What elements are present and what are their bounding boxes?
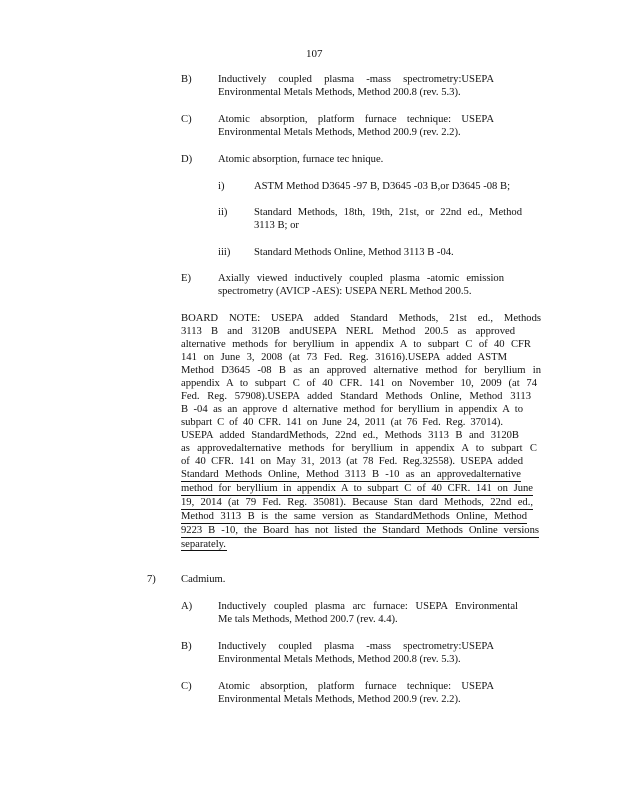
cadmium-item-a-text xyxy=(218,600,518,626)
cadmium-item-c-line-1: Atomic absorption, platform furnace technique: USEPA xyxy=(218,681,494,692)
board-note-last-text: separately. xyxy=(181,539,226,550)
board-note-underlined-line: method for beryllium in appendix A to subpart C of 40 CFR. 141 on June xyxy=(181,483,533,494)
item-b-line-1: Inductively coupled plasma -mass spectrometry:USEPA xyxy=(218,74,494,85)
board-note-line: alternative methods for beryllium in appendix A to subpart C of 40 CFR xyxy=(181,339,531,350)
cadmium-item-b-line-2: Environmental Metals Methods, Method 200.8 (rev. 5.3). xyxy=(218,654,461,665)
cadmium-item-b-label: B) xyxy=(181,641,192,652)
page-number: 107 xyxy=(306,48,323,60)
board-note-line: B -04 as an approve d alternative method for beryllium in appendix A to xyxy=(181,404,523,415)
board-note-underlined-line: 9223 B -10, the Board has not listed the Standard Methods Online versions xyxy=(181,525,539,536)
board-note-line: BOARD NOTE: USEPA added Standard Methods, 21st ed., Methods xyxy=(181,313,541,324)
item-e-line-2: spectrometry (AVICP -AES): USEPA NERL Method 200.5. xyxy=(218,286,472,297)
item-7-label: 7) xyxy=(147,574,156,585)
sub-item-iii-label: iii) xyxy=(218,247,231,258)
board-note-underlined-line: 19, 2014 (at 79 Fed. Reg. 35081). Because Stan dard Methods, 22nd ed., xyxy=(181,497,533,508)
item-b-line-2: Environmental Metals Methods, Method 200.8 (rev. 5.3). xyxy=(218,87,461,98)
item-b-label: B) xyxy=(181,74,192,85)
board-note xyxy=(181,312,541,551)
board-note-line: appendix A to subpart C of 40 CFR. 141 on November 10, 2009 (at 74 xyxy=(181,378,537,389)
cadmium-item-a-label: A) xyxy=(181,601,193,612)
sub-item-ii-line-2: 3113 B; or xyxy=(254,220,299,231)
board-note-line: 3113 B and 3120B andUSEPA NERL Method 200.5 as approved xyxy=(181,326,515,337)
cadmium-item-a-line-1: Inductively coupled plasma arc furnace: USEPA Environmental xyxy=(218,601,518,612)
sub-item-i-line-1: ASTM Method D3645 -97 B, D3645 -03 B,or D3645 -08 B; xyxy=(254,181,511,192)
board-note-line: as approvedalternative methods for beryllium in appendix A to subpart C xyxy=(181,443,537,454)
item-d-line-1: Atomic absorption, furnace tec hnique. xyxy=(218,154,384,165)
sub-item-ii-line-1: Standard Methods, 18th, 19th, 21st, or 22nd ed., Method xyxy=(254,207,522,218)
item-d-text xyxy=(218,153,498,166)
cadmium-item-b-text xyxy=(218,640,494,666)
sub-item-iii-line-1: Standard Methods Online, Method 3113 B -04. xyxy=(254,247,454,258)
cadmium-item-c-line-2: Environmental Metals Methods, Method 200.9 (rev. 2.2). xyxy=(218,694,461,705)
board-note-line: of 40 CFR. 141 on May 31, 2013 (at 78 Fed. Reg.32558). USEPA added xyxy=(181,456,523,467)
item-c-line-1: Atomic absorption, platform furnace technique: USEPA xyxy=(218,114,494,125)
cadmium-item-c-text xyxy=(218,680,494,706)
item-d-label: D) xyxy=(181,154,193,165)
board-note-underlined-line: Standard Methods Online, Method 3113 B -10 as an approvedalternative xyxy=(181,469,521,480)
sub-item-i-label: i) xyxy=(218,181,225,192)
item-e-text xyxy=(218,272,504,298)
item-e-line-1: Axially viewed inductively coupled plasma -atomic emission xyxy=(218,273,504,284)
item-c-label: C) xyxy=(181,114,192,125)
cadmium-item-b-line-1: Inductively coupled plasma -mass spectrometry:USEPA xyxy=(218,641,494,652)
board-note-line: Method D3645 -08 B as an approved alternative method for beryllium in xyxy=(181,365,541,376)
item-7-text: Cadmium. xyxy=(181,574,226,585)
item-b-text xyxy=(218,73,494,99)
sub-item-ii-label: ii) xyxy=(218,207,228,218)
board-note-line: Fed. Reg. 57908).USEPA added Standard Methods Online, Method 3113 xyxy=(181,391,531,402)
cadmium-item-a-line-2: Me tals Methods, Method 200.7 (rev. 4.4). xyxy=(218,614,398,625)
sub-item-ii-text xyxy=(254,206,522,232)
cadmium-item-c-label: C) xyxy=(181,681,192,692)
board-note-underlined-line: Method 3113 B is the same version as StandardMethods Online, Method xyxy=(181,511,527,522)
sub-item-iii-text xyxy=(254,246,514,259)
board-note-line: subpart C of 40 CFR. 141 on June 24, 2011 (at 76 Fed. Reg. 37014). xyxy=(181,417,503,428)
board-note-line: USEPA added StandardMethods, 22nd ed., Methods 3113 B and 3120B xyxy=(181,430,519,441)
item-c-line-2: Environmental Metals Methods, Method 200.9 (rev. 2.2). xyxy=(218,127,461,138)
board-note-last-line xyxy=(181,538,541,551)
item-c-text xyxy=(218,113,494,139)
item-e-label: E) xyxy=(181,273,191,284)
board-note-line: 141 on June 3, 2008 (at 73 Fed. Reg. 31616).USEPA added ASTM xyxy=(181,352,507,363)
sub-item-i-text xyxy=(254,180,538,193)
